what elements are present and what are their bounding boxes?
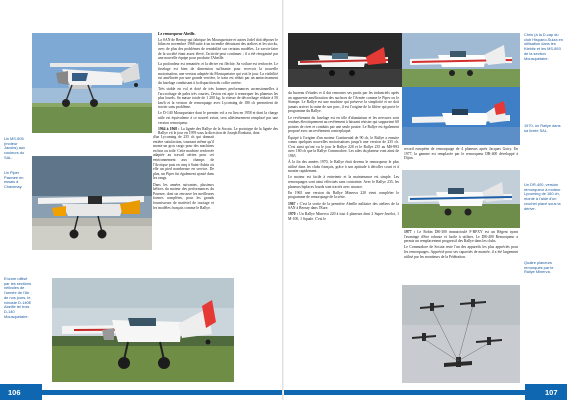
right-page-text-column-1: du barreau d'études et il dut remonter ses partis par les industriels après un apparente amélioration des surfaces de l'Armée comme le Piper ou le Stampe. Le Rallye est une machine qui préserve la simplicité et ne doit jamais arriver la ruine de son parc, il est l'origine de la filière qui porte le programme du Rallye. Le revêtement du fuselage est en tôle d'aluminium et les nervures sont rendues électriquement au revêtement à laissant résister qui supportent 60 pointes de rivet et conduits par une seule poutre. Le Rallye est également proposé avec un revêtement contreplaqué. Équipé à l'origine d'un moteur Continental de 90 ch, le Rallye a ensuite connu quelques nouvelles motorisations jusqu'à une version de 235 ch. C'est ainsi qu'ont vu le jour le Rallye 220 et le Rallye 235 au MS-893 avec 180 ch que la Rallye Commodore. Les ailes du planeur vont ainsi de 1965. À la fin des années 1970, le Rallye était devenu le remorqueur le plus utilisé dans les clubs français, grâce à son aptitude à décoller court et à monter rapidement. Le moteur est facile à entretenir et la maintenance est simple. Les remorquages sont ainsi effectués sans contrainte. Avec le Rallye 235, les planeurs biplaces lourds sont tractés avec aisance. En 1965 une version du Rallye Minerva 220 vient compléter le programme de remorquage de la série. 1967 : C'est la sortie de la première Abeille militaire des ateliers de la SAN à Bernay dans l'Eure. 1970 : Un Rallye Minerva 220 à tout 4 planeurs dont 2 Super-Javelot, 1 M-100, 1 Squale. C'est le [288, 91, 399, 221]
photo-piper-pawnee [32, 156, 152, 250]
photo-rallye-in-flight [402, 87, 520, 145]
right-page-text-column-3: 1977 : Le Robin DR-300 immatriculé F-BPXY est un Régent ayant l'avantage d'être robuste et facile à utiliser. Le DR-400 Remorqueur a permis un remplacement progressif des Rallye dans les clubs. Le Commodore de Socata reste l'un des appareils les plus appréciés pour les remorquages. Apprécié pour ses capacités de montée, il a été largement utilisé par les moniteurs de la Fédération. [404, 230, 518, 259]
left-page-footer-stripe [42, 390, 282, 395]
heading-remorqueur-abeille: Le remorqueur Abeille. [158, 32, 196, 36]
right-caption-2: 1970, un Rallye dans sa livrée SAL. [524, 123, 561, 133]
right-caption-1: Chris (à la D-cap du club Hispano-Suiza en utilisation dans les Kiebitz et les MS-893 de la section Mousquetaire. [524, 32, 563, 61]
right-page-text-column-2: record européen de remorquage de 4 planeurs après Jacques Gotry. En 1977, la gamme est remplacée par le remorqueur DR-400 développé à Dijon. [404, 147, 518, 161]
photo-four-gliders-towed [402, 285, 520, 383]
right-caption-4: Quatre planeurs remorqués par le Rallye Minerva. [524, 260, 554, 275]
left-caption-2: Un Piper Pawnee en essais à Chavenay. [4, 170, 24, 190]
left-caption-1: Un MS-505 (moteur Jacobs) aux couleurs du SAL. [4, 136, 25, 160]
left-page-text-column-1: d'un Lycoming de 235 ch qui donnait entière satisfaction, tournant même qu'il monte un gros cargo pour des machines en bon ou toile. Cette machine renforcée adaptée au travail aérien pour cet environnement aux champs de l'Arctique puis en cinq à Saint-Aubin où elle un pied nombreuse en service. De plus, un Piper fut également ajouté dans les rangs. Dans les années suivantes, plusieurs hélices du moteur des performances du Pawnee, dont on retrouve les meilleures formes complètes, pour les grands fournisseurs de matériel de tractage et les modèles français comme le Rallye. [153, 135, 214, 210]
photo-dr400-remorqueur [402, 170, 520, 228]
left-caption-3: Encore utilisé par les sections vélivoles de l'armée de l'Air de nos jours, le robuste D-140E Abeille tel trois D-140 Mousquetaire. [4, 276, 32, 319]
photo-ms505-aircraft [32, 33, 152, 133]
right-page [284, 0, 567, 400]
page-number-107: 107 [545, 388, 558, 397]
right-page-folio [525, 384, 567, 400]
photo-rallye-1970 [402, 33, 520, 87]
page-number-106: 106 [8, 388, 21, 397]
photo-d140-abeille [52, 278, 234, 382]
left-page [0, 0, 283, 400]
left-page-folio [0, 384, 42, 400]
photo-rallye-hangar [288, 33, 402, 87]
right-page-footer-stripe [284, 390, 525, 395]
right-caption-3: Un DR-400, version remorqueur à moteur Lycoming de 180 ch, monté à l'aide d'un crochet placé sous la dérive. [524, 182, 561, 211]
left-page-text-column-2: Le remorqueur Abeille. La SAN de Bernay qui fabrique les Mousquetaire et autres Jodel doit déposer le bilan en novembre 1968 suite à un incendie détruisant des ateliers et les stocks, avec de plus des problèmes de rentabilité sur certains modèles. Le savoir-faire de la société étant assez élevé, l'activité peut continuer ; il a été réorganisé par une nouvelle équipe pour produire l'Abeille. La profondeur est remaniée, et la dérive est fléchie. Sa voilure est renforcée. Le fuselage est bien de dimension suffisante pour recevoir la nouvelle motorisation, une version adaptée du Mousquetaire qui voit le jour. La visibilité est améliorée par une grande verrière, le train est réduit par un amincissement du fuselage conduisant à la disparition du coffre arrière. Très stable en vol et doté de très bonnes performances ascensionnelles à l'accrochage de pales très courtes, l'avion est apte à remorquer les planeurs les plus lourds. Sa masse totale de 1 200 kg, la vitesse de décrochage réduite à 50 km/h et la version de remorquage avec Lycoming de 180 ch permettent de tracter sans problème. Le D-140 Mousquetaire dont le premier vol a eu lieu en 1958 et dont la charge utile est équivalente à ce nouvel avion, sera ultérieurement remplacé par une version remorqueur. 1964 à 1968 : La lignée des Rallye de la Socata. Le prototype de la lignée des Rallye vit le jour en 1959 sous la direction de Joseph Ronbaut, dont [158, 32, 278, 136]
